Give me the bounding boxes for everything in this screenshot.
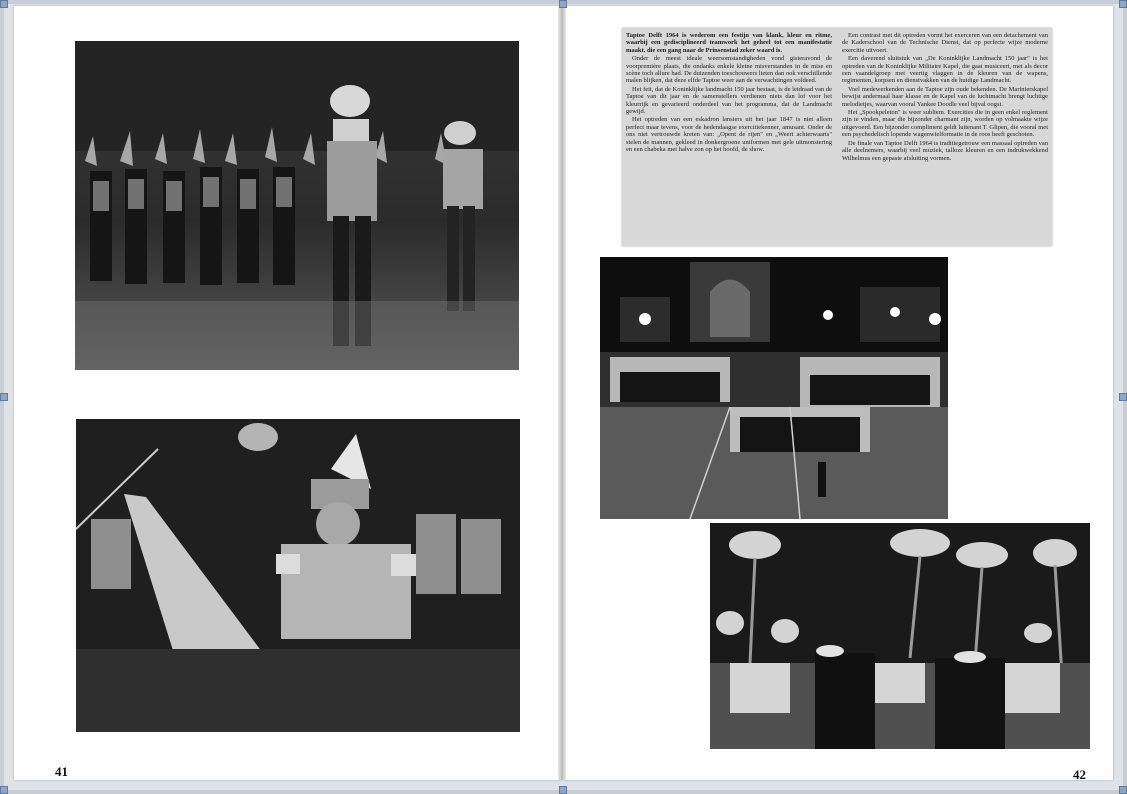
clipping-paragraph-5: Een contrast met dit optreden vormt het exerceren van een detachement van de Kaderschool van de Technische Dienst, dat op perfecte wijze moderne exercitie uitvoert. <box>842 32 1048 54</box>
left-page-number: 41 <box>55 764 68 779</box>
resize-handle-bottom-left[interactable] <box>0 786 8 794</box>
clipping-paragraph-6: Een daverend sluitstuk van „De Koninklijke Landmacht 150 jaar" is het optreden van de Koninklijke Militaire Kapel, die gaat musiceert, met als decor een vaandelgroep met veertig vlaggen in de kleuren van de wapens, regimenten, korpsen en dienstvakken van de huidige Landmacht. <box>842 55 1048 85</box>
clipping-paragraph-2: Onder de meest ideale weersomstandigheden vond gisteravond de voorpremière plaats, die ondanks enkele kleine misverstanden in de mise en scène toch allure had. De duizenden toeschouwers lieten dan ook verschillende malen blijken, dat deze elfde Taptoe weer aan de verwachtingen voldeed. <box>626 55 832 85</box>
resize-handle-middle-right[interactable] <box>1119 393 1127 401</box>
clipping-paragraph-1: Taptoe Delft 1964 is wederom een festijn van klank, kleur en ritme, waarbij een gedisciplineerd teamwork het geheel tot een manifestatie maakt, die een gang naar de Prinsenstad zeker waard is. <box>626 32 832 54</box>
right-page-number: 42 <box>1073 767 1086 782</box>
photo-taptoe-square <box>600 257 948 519</box>
resize-handle-top-left[interactable] <box>0 0 8 8</box>
resize-handle-top-right[interactable] <box>1119 0 1127 8</box>
book-gutter <box>558 6 566 780</box>
clipping-paragraph-7: Voel medewerkenden aan de Taptoe zijn oude bekenden. De Marinierskapel bewijst andermaal haar klasse en de Kapel van de luchtmacht brengt luchtige melodietjes, waarvan vooral Yankee Doodle veel bijval oogst. <box>842 85 1048 108</box>
resize-handle-middle-left[interactable] <box>0 393 8 401</box>
clipping-paragraph-9: De finale van Taptoe Delft 1964 is traditiegetrouw een massaal optreden van alle deelnemers, waarbij veel muziek, talloze kleuren en een indrukwekkend Wilhelmus een gepaste afsluiting vormen. <box>842 139 1048 162</box>
photo-lancers-closeup <box>76 419 520 732</box>
clipping-paragraph-8: Het „Spookpeleton" is weer subliem. Exercities die in geen enkel reglement zijn te vinden, maar die bijzonder charmant zijn, worden op volmaakte wijze uitgevoerd. Een bijzonder compliment geldt luitenant T. Glipen, die vooral met een psychedelisch lopende wagenwielformatie in de roos heeft geschoten. <box>842 109 1048 139</box>
resize-handle-top-center[interactable] <box>559 0 567 8</box>
resize-handle-bottom-right[interactable] <box>1119 786 1127 794</box>
newspaper-clipping <box>622 28 1052 246</box>
clipping-paragraph-3: Het feit, dat de Koninklijke landmacht 150 jaar bestaat, is de leidraad van de Taptoe van dit jaar en de samenstellers verdienen niets dan lof voor het kleurrijk en gevarieerd onderdeel van het programma, dat de Landmacht gewijd. <box>626 85 832 116</box>
photo-torch-parade <box>710 523 1090 749</box>
resize-handle-bottom-center[interactable] <box>559 786 567 794</box>
photo-lancers-parade <box>75 41 519 370</box>
clipping-paragraph-4: Het optreden van een eskadron lansiers uit het jaar 1847 is niet alleen perfect maar tevens, voor de hedendaagse exercitiekenner, amusant. Onder de ons niet vertrouwde kreten van: „Opent de rijen" en „Weert achterwaarts" stelen de mannen, gekleed in donkergroene uniformen met gele uitmonstering en een chabeka met halve zon op het hoofd, de show. <box>626 116 832 154</box>
